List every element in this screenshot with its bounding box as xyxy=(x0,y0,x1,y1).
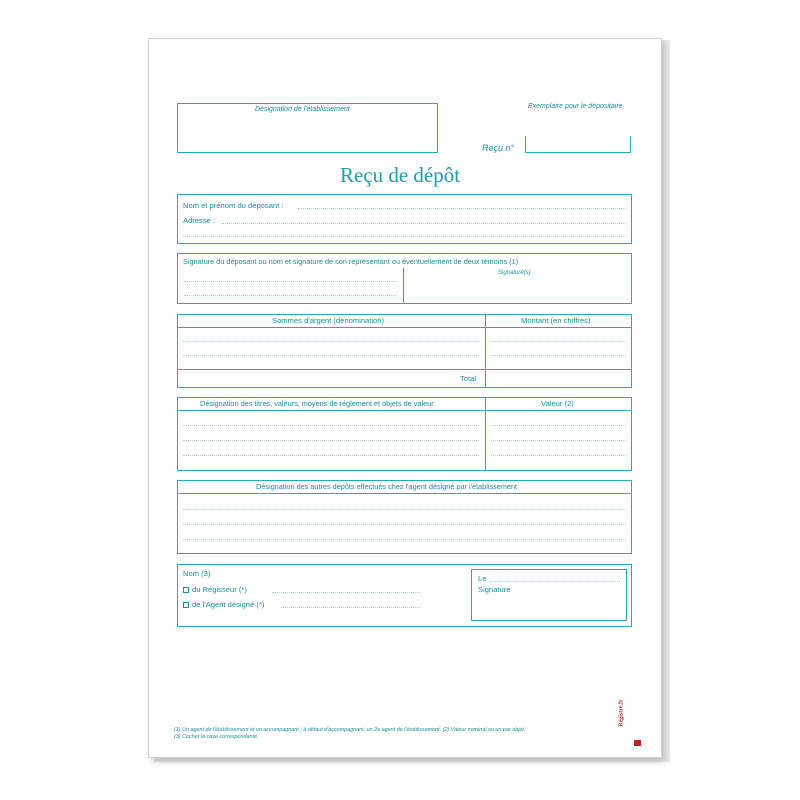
name-label: Nom (3) xyxy=(183,569,211,578)
regisseur-option-label: du Régisseur (*) xyxy=(192,585,247,594)
designation-label: Désignation de l'établissement xyxy=(255,106,350,113)
signatures-label: Signature(s) xyxy=(498,270,531,276)
money-table-col-divider xyxy=(485,314,486,388)
date-field[interactable] xyxy=(490,581,620,582)
titles-table-col-divider xyxy=(485,397,486,471)
money-table-header-divider xyxy=(177,327,632,328)
titles-row-3[interactable] xyxy=(183,455,479,456)
money-col-amount: Montant (en chiffres) xyxy=(521,316,591,325)
titles-row-2[interactable] xyxy=(183,440,479,441)
registre-logo-mark xyxy=(634,740,641,746)
agent-option[interactable] xyxy=(183,601,264,609)
signature-label: Signature xyxy=(478,585,511,594)
agent-name-field[interactable] xyxy=(281,607,420,608)
signature-divider xyxy=(403,268,404,304)
titles-col-value: Valeur (2) xyxy=(541,399,574,408)
footnotes xyxy=(174,727,619,742)
date-signature-box xyxy=(471,569,627,621)
money-row-1[interactable] xyxy=(183,341,479,342)
registre-logo-text: Registre.fr xyxy=(618,699,625,727)
money-table xyxy=(177,314,632,388)
footnote-line-2: (3) Cocher la case correspondante. xyxy=(174,734,259,741)
signature-line-1[interactable] xyxy=(184,281,396,282)
recu-number-left-edge xyxy=(525,136,526,152)
money-table-total-divider xyxy=(177,369,632,370)
agent-checkbox[interactable] xyxy=(183,602,189,608)
registre-logo xyxy=(618,690,642,746)
signature-line-2[interactable] xyxy=(184,295,396,296)
other-deposits-row-1[interactable] xyxy=(183,509,626,510)
signature-section-label: Signature du déposant ou nom et signature de son représentant ou éventuellement de deux témoins (1) xyxy=(183,257,519,266)
depositor-name-label: Nom et prénom du déposant : xyxy=(183,201,284,210)
titles-value-row-1[interactable] xyxy=(491,425,626,426)
titles-value-row-2[interactable] xyxy=(491,440,626,441)
money-total-label: Total xyxy=(460,374,477,383)
exemplaire-label: Exemplaire pour le dépositaire xyxy=(528,103,623,110)
titles-table-header-divider xyxy=(177,410,632,411)
other-deposits-row-2[interactable] xyxy=(183,524,626,525)
titles-col-designation: Désignation des titres, valeurs, moyens de réglement et objets de valeur xyxy=(200,399,434,408)
other-deposits-label: Désignation des autres dépôts effectués chez l'agent désigné par l'établissement xyxy=(256,482,518,491)
depositor-name-field[interactable] xyxy=(298,208,626,209)
money-col-denomination: Sommes d'argent (dénomination) xyxy=(272,316,385,325)
page-title: Reçu de dépôt xyxy=(339,163,461,187)
date-label: Le xyxy=(478,574,487,583)
other-deposits-box xyxy=(177,480,632,554)
footnote-line-1: (1) Un agent de l'établissement et un accompagnant ; à défaut d'accompagnant, un 2e agent de l'établissement. (2) Valeur nominal ou un par objet. xyxy=(174,727,526,733)
recu-number-label: Reçu n° xyxy=(482,143,515,153)
regisseur-checkbox[interactable] xyxy=(183,587,189,593)
money-row-2[interactable] xyxy=(183,355,479,356)
money-amount-row-2[interactable] xyxy=(491,355,626,356)
money-amount-row-1[interactable] xyxy=(491,341,626,342)
regisseur-option[interactable] xyxy=(183,586,247,594)
other-deposits-header-divider xyxy=(177,493,632,494)
other-deposits-row-3[interactable] xyxy=(183,539,626,540)
titles-row-1[interactable] xyxy=(183,425,479,426)
depositor-address-field-2[interactable] xyxy=(183,236,626,237)
titles-value-row-3[interactable] xyxy=(491,455,626,456)
recu-number-right-edge xyxy=(630,136,631,152)
titles-table xyxy=(177,397,632,471)
depositor-address-field[interactable] xyxy=(222,223,626,224)
agent-option-label: de l'Agent désigné (*) xyxy=(192,600,265,609)
regisseur-name-field[interactable] xyxy=(272,592,420,593)
recu-number-field[interactable] xyxy=(525,152,631,153)
depositor-address-label: Adresse : xyxy=(183,216,216,225)
